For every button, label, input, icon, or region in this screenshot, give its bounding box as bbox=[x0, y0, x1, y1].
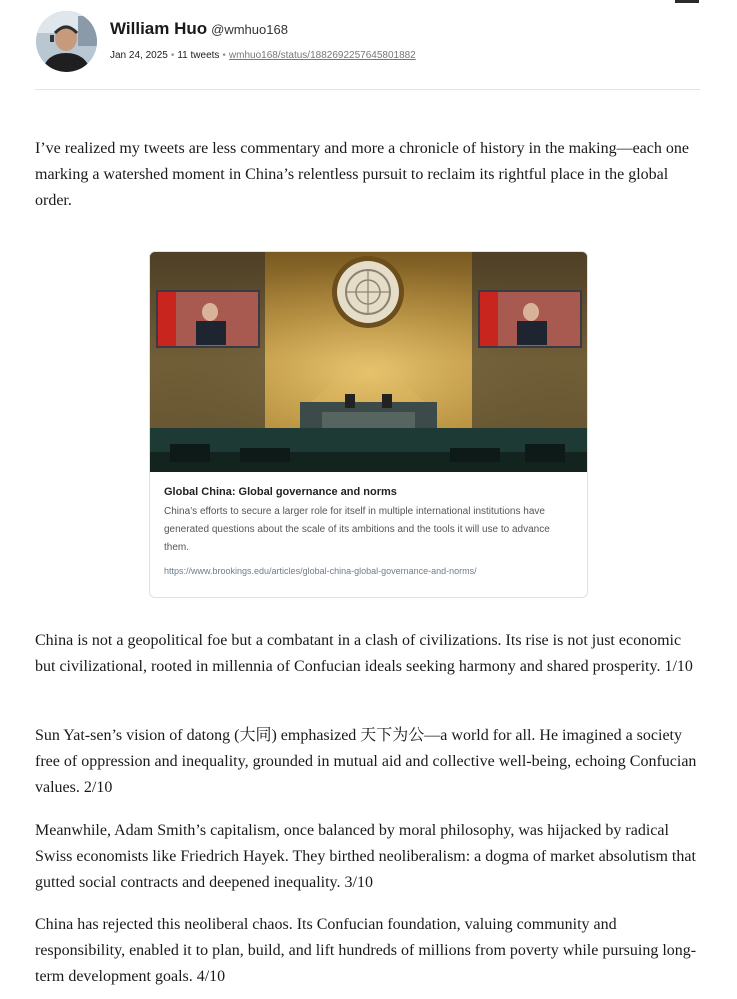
link-card-description: China’s efforts to secure a larger role for itself in multiple international institutions have generated questions about the scale of its ambitions and the tools it will use to advance them. bbox=[164, 506, 550, 553]
window-corner-mark bbox=[675, 0, 699, 3]
link-card-body bbox=[164, 485, 574, 577]
status-link[interactable]: wmhuo168/status/1882692257645801882 bbox=[228, 50, 416, 61]
intro-paragraph: I’ve realized my tweets are less commentary and more a chronicle of history in the making—each one marking a watershed moment in China’s relentless pursuit to reclaim its rightful place in the global order. bbox=[35, 140, 689, 209]
tweet-paragraph: Meanwhile, Adam Smith’s capitalism, once balanced by moral philosophy, was hijacked by radical Swiss economists like Friedrich Hayek. They birthed neoliberalism: a dogma of market absolutism that gutted social contracts and deepened inequality. 3/10 bbox=[35, 822, 696, 891]
un-general-assembly-image bbox=[150, 252, 587, 472]
thread-meta bbox=[110, 50, 416, 61]
author-handle: @wmhuo168 bbox=[211, 22, 288, 37]
avatar-photo bbox=[36, 11, 97, 72]
tweet-paragraph: China is not a geopolitical foe but a combatant in a clash of civilizations. Its rise is not just economic but civilizational, rooted in millennia of Confucian ideals seeking harmony and shared prosperity. 1/10 bbox=[35, 632, 693, 675]
thread-header bbox=[36, 11, 700, 89]
link-card-title[interactable]: Global China: Global governance and norms bbox=[164, 486, 397, 498]
link-card-url[interactable]: https://www.brookings.edu/articles/global-china-global-governance-and-norms/ bbox=[164, 566, 477, 576]
post-date: Jan 24, 2025 bbox=[110, 50, 168, 61]
header-divider bbox=[35, 89, 700, 90]
author-name-text: William Huo bbox=[110, 19, 208, 38]
meta-separator: • bbox=[170, 50, 175, 61]
tweet-paragraph: Sun Yat-sen’s vision of datong (大同) emphasized 天下为公—a world for all. He imagined a society free of oppression and inequality, grounded in mutual aid and collective well-being, echoing Confucian values. 2/10 bbox=[35, 727, 697, 796]
link-preview-card[interactable] bbox=[149, 251, 588, 598]
avatar[interactable] bbox=[36, 11, 97, 72]
author-name[interactable] bbox=[110, 19, 288, 39]
tweet-paragraph: China has rejected this neoliberal chaos. Its Confucian foundation, valuing community and responsibility, enabled it to plan, build, and lift hundreds of millions from poverty while pursuing long-term development goals. 4/10 bbox=[35, 916, 697, 985]
tweet-count: 11 tweets bbox=[177, 50, 220, 61]
meta-separator: • bbox=[222, 50, 226, 61]
